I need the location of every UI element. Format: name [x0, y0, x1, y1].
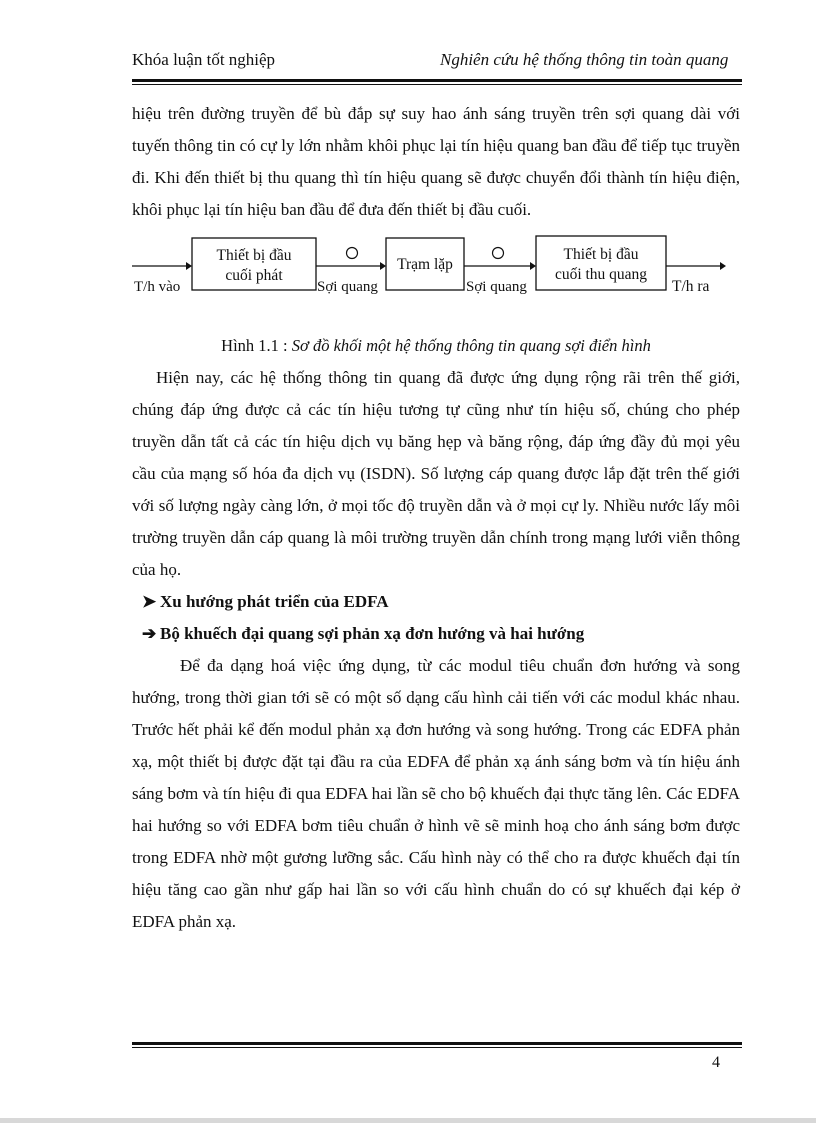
footer-rule: [132, 1042, 742, 1045]
header-rule-thin: [132, 84, 742, 85]
transmitter-label-line2: cuối phát: [225, 267, 283, 284]
fiber2-coil-icon: [493, 248, 504, 259]
caption-text: Sơ đồ khối một hệ thống thông tin quang sợi điển hình: [291, 336, 651, 355]
paragraph-3: Để đa dạng hoá việc ứng dụng, từ các modul tiêu chuẩn đơn hướng và song hướng, trong thời gian tới sẽ có một số dạng cấu hình cải tiến với các modul khác nhau. Trước hết phải kể đến modul phản xạ đơn hướng và song hướng. Trong các EDFA phản xạ, một thiết bị được đặt tại đầu ra của EDFA để phản xạ ánh sáng bơm và tín hiệu ánh sáng bơm và tín hiệu đi qua EDFA hai lần sẽ cho bộ khuếch đại thực tăng lên. Các EDFA hai hướng so với EDFA bơm tiêu chuẩn ở hình vẽ sẽ minh hoạ cho ánh sáng bơm được trong EDFA nhờ một gương lưỡng sắc. Cấu hình này có thể cho ra được khuếch đại tín hiệu tăng cao gần như gấp hai lần so với cấu hình chuẩn do có sự khuếch đại kép ở EDFA phản xạ.: [132, 656, 740, 931]
page-content: [132, 98, 740, 938]
block-diagram: [132, 232, 740, 328]
repeater-label: Trạm lặp: [397, 256, 453, 273]
fiber1-label: Sợi quang: [317, 279, 378, 295]
input-label: T/h vào: [134, 279, 181, 295]
bullet-heading-2-text: Bộ khuếch đại quang sợi phản xạ đơn hướng và hai hướng: [160, 624, 585, 643]
paragraph-2: Hiện nay, các hệ thống thông tin quang đã được ứng dụng rộng rãi trên thế giới, chúng đáp ứng được cả các tín hiệu tương tự cũng như tín hiệu số, chúng cho phép truyền dẫn tất cả các tín hiệu dịch vụ băng hẹp và băng rộng, đáp ứng đầy đủ mọi yêu cầu của mạng số hóa đa dịch vụ (ISDN). Số lượng cáp quang được lắp đặt trên thế giới với số lượng ngày càng lớn, ở mọi tốc độ truyền dẫn và ở mọi cự ly. Nhiều nước lấy môi trường truyền dẫn cáp quang là môi trường truyền dẫn chính trong mạng lưới viễn thông của họ.: [132, 368, 740, 579]
page-number: 4: [712, 1054, 720, 1071]
bullet-heading-1-text: Xu hướng phát triển của EDFA: [160, 592, 389, 611]
header-left: Khóa luận tốt nghiệp: [132, 50, 276, 69]
header-rule: [132, 79, 742, 82]
right-arrow-icon: ➔: [142, 624, 157, 643]
fiber1-coil-icon: [347, 248, 358, 259]
output-label: T/h ra: [672, 278, 710, 295]
receiver-label-line2: cuối thu quang: [554, 266, 648, 283]
fiber2-label: Sợi quang: [466, 279, 527, 295]
input-arrowhead: [186, 262, 192, 270]
block-diagram-svg: [130, 232, 742, 328]
bullet-heading-2: [142, 618, 740, 650]
receiver-label-line1: Thiết bị đầu: [563, 246, 639, 263]
page-bottom-edge: [0, 1118, 816, 1123]
bullet-heading-1: [142, 586, 740, 618]
caption-prefix: Hình 1.1 :: [221, 336, 292, 355]
header-right: Nghiên cứu hệ thống thông tin toàn quang: [440, 50, 729, 69]
fiber2-arrowhead: [530, 262, 536, 270]
output-arrowhead: [720, 262, 726, 270]
paragraph-1: hiệu trên đường truyền để bù đắp sự suy hao ánh sáng truyền trên sợi quang dài với tuyến thông tin có cự ly lớn nhằm khôi phục lại tín hiệu quang ban đầu để tiếp tục truyền đi. Khi đến thiết bị thu quang thì tín hiệu quang sẽ được chuyển đổi thành tín hiệu điện, khôi phục lại tín hiệu ban đầu để đưa đến thiết bị đầu cuối.: [132, 104, 740, 219]
footer-rule-thin: [132, 1047, 742, 1048]
fiber1-arrowhead: [380, 262, 386, 270]
bullet-arrow-icon: ➤: [142, 592, 157, 611]
transmitter-label-line1: Thiết bị đầu: [216, 247, 292, 264]
figure-caption: [132, 330, 740, 362]
